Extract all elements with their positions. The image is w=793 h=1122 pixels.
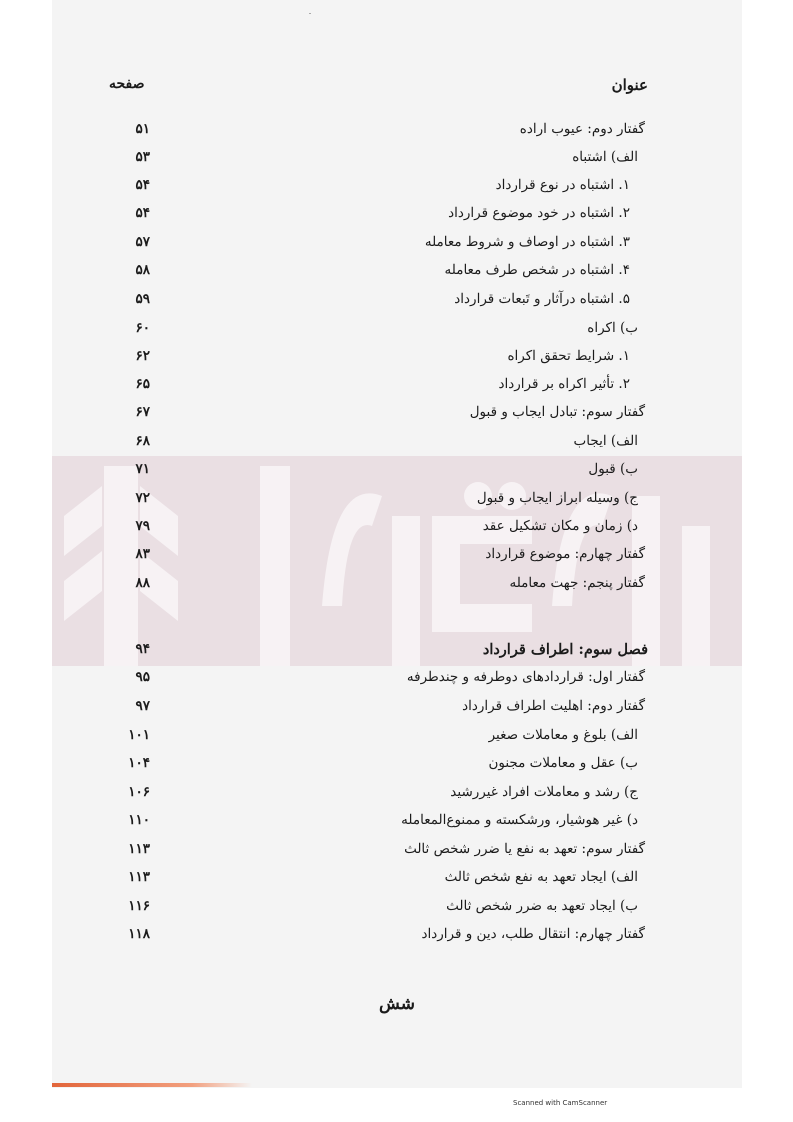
- toc-entry-page: ۵۸: [135, 262, 150, 278]
- toc-entry: [52, 898, 742, 922]
- toc-entry: [52, 433, 742, 457]
- toc-entry: [52, 575, 742, 599]
- toc-entry-title: الف) اشتباه: [572, 149, 638, 165]
- toc-entry: [52, 841, 742, 865]
- toc-entry: [52, 641, 742, 665]
- toc-entry-title: گفتار سوم: تبادل ایجاب و قبول: [469, 404, 645, 420]
- toc-entry-page: ۷۹: [135, 518, 150, 534]
- toc-entry: [52, 518, 742, 542]
- toc-entry-title: گفتار چهارم: انتقال طلب، دین و قرارداد: [421, 926, 645, 942]
- toc-entry: [52, 121, 742, 145]
- toc-entry-page: ۱۱۶: [128, 898, 150, 914]
- toc-entry-title: گفتار اول: قراردادهای دوطرفه و چندطرفه: [406, 669, 645, 685]
- toc-entry-title: ۳. اشتباه در اوصاف و شروط معامله: [424, 234, 630, 250]
- toc-entry-title: ۱. اشتباه در نوع قرارداد: [495, 177, 630, 193]
- toc-entry-title: ب) اکراه: [587, 320, 638, 336]
- toc-entry-page: ۵۱: [135, 121, 150, 137]
- toc-entry-page: ۵۴: [135, 205, 150, 221]
- toc-entry-title: ج) رشد و معاملات افراد غیررشید: [450, 784, 638, 800]
- toc-entry-page: ۱۱۸: [128, 926, 150, 942]
- scan-edge-line: [52, 1083, 252, 1087]
- toc-entry: [52, 784, 742, 808]
- toc-entry: [52, 669, 742, 693]
- toc-entry-page: ۷۲: [135, 490, 150, 506]
- toc-entry: [52, 869, 742, 893]
- toc-entry-title: الف) بلوغ و معاملات صغیر: [488, 727, 638, 743]
- toc-entry: [52, 320, 742, 344]
- toc-entry: [52, 546, 742, 570]
- toc-entry-page: ۶۷: [135, 404, 150, 420]
- toc-title-column-header: عنوان: [611, 76, 648, 94]
- toc-entry-page: ۱۱۳: [128, 841, 150, 857]
- toc-entry: [52, 461, 742, 485]
- toc-entry: [52, 205, 742, 229]
- toc-entry-title: د) غیر هوشیار، ورشکسته و ممنوع‌المعامله: [401, 812, 638, 828]
- toc-entry-title: ب) عقل و معاملات مجنون: [488, 755, 638, 771]
- toc-entry-page: ۸۸: [135, 575, 150, 591]
- toc-entry-page: ۱۱۳: [128, 869, 150, 885]
- toc-entry-title: ب) قبول: [588, 461, 638, 477]
- toc-entry-title: گفتار دوم: عیوب اراده: [519, 121, 645, 137]
- toc-entry: [52, 262, 742, 286]
- toc-entry: [52, 812, 742, 836]
- toc-entry-title: ۱. شرایط تحقق اکراه: [507, 348, 630, 364]
- toc-entry-page: ۵۳: [135, 149, 150, 165]
- toc-entry-title: فصل سوم: اطراف قرارداد: [482, 641, 648, 658]
- toc-entry-page: ۵۷: [135, 234, 150, 250]
- scan-speck: [309, 13, 311, 14]
- toc-entry-page: ۱۱۰: [128, 812, 150, 828]
- toc-entry-page: ۱۰۴: [128, 755, 150, 771]
- toc-entry: [52, 234, 742, 258]
- toc-entry-page: ۱۰۱: [128, 727, 150, 743]
- toc-entry-title: گفتار دوم: اهلیت اطراف قرارداد: [462, 698, 645, 714]
- toc-entry-page: ۶۵: [135, 376, 150, 392]
- toc-entry: [52, 149, 742, 173]
- toc-entry-page: ۸۳: [135, 546, 150, 562]
- scanner-watermark-text: Scanned with CamScanner: [513, 1099, 608, 1107]
- toc-entry-title: گفتار پنجم: جهت معامله: [509, 575, 645, 591]
- page-number-footer: شش: [379, 994, 415, 1014]
- toc-entry-title: ۲. اشتباه در خود موضوع قرارداد: [448, 205, 630, 221]
- toc-entry: [52, 291, 742, 315]
- toc-entry-title: ۵. اشتباه درآثار و تَبعات قرارداد: [454, 291, 630, 307]
- toc-entry-title: گفتار چهارم: موضوع قرارداد: [485, 546, 645, 562]
- toc-entry-page: ۷۱: [135, 461, 150, 477]
- toc-entry-page: ۶۸: [135, 433, 150, 449]
- toc-entry-title: گفتار سوم: تعهد به نفع یا ضرر شخص ثالث: [404, 841, 645, 857]
- toc-entry-title: د) زمان و مکان تشکیل عقد: [482, 518, 638, 534]
- toc-entry: [52, 755, 742, 779]
- toc-entry-title: الف) ایجاب: [573, 433, 638, 449]
- toc-entry-page: ۶۰: [135, 320, 150, 336]
- toc-entry-title: ۲. تأثیر اکراه بر قرارداد: [498, 376, 630, 392]
- toc-entry-page: ۹۴: [135, 641, 150, 657]
- document-page: [52, 0, 742, 1088]
- toc-entry-title: ۴. اشتباه در شخص طرف معامله: [444, 262, 630, 278]
- toc-entry-page: ۶۲: [135, 348, 150, 364]
- toc-entry: [52, 376, 742, 400]
- toc-entry: [52, 348, 742, 372]
- toc-header: [52, 76, 742, 100]
- toc-entry-title: الف) ایجاد تعهد به نفع شخص ثالث: [444, 869, 638, 885]
- toc-entry-title: ج) وسیله ابراز ایجاب و قبول: [476, 490, 638, 506]
- toc-entry: [52, 404, 742, 428]
- toc-entry: [52, 177, 742, 201]
- toc-entry: [52, 490, 742, 514]
- toc-page-column-header: صفحه: [109, 76, 145, 92]
- toc-entry-page: ۵۹: [135, 291, 150, 307]
- toc-entry-page: ۹۷: [135, 698, 150, 714]
- toc-entry: [52, 698, 742, 722]
- toc-entry: [52, 926, 742, 950]
- toc-entry-page: ۹۵: [135, 669, 150, 685]
- toc-entry: [52, 727, 742, 751]
- toc-entry-page: ۱۰۶: [128, 784, 150, 800]
- toc-entry-page: ۵۴: [135, 177, 150, 193]
- toc-entry-title: ب) ایجاد تعهد به ضرر شخص ثالث: [446, 898, 638, 914]
